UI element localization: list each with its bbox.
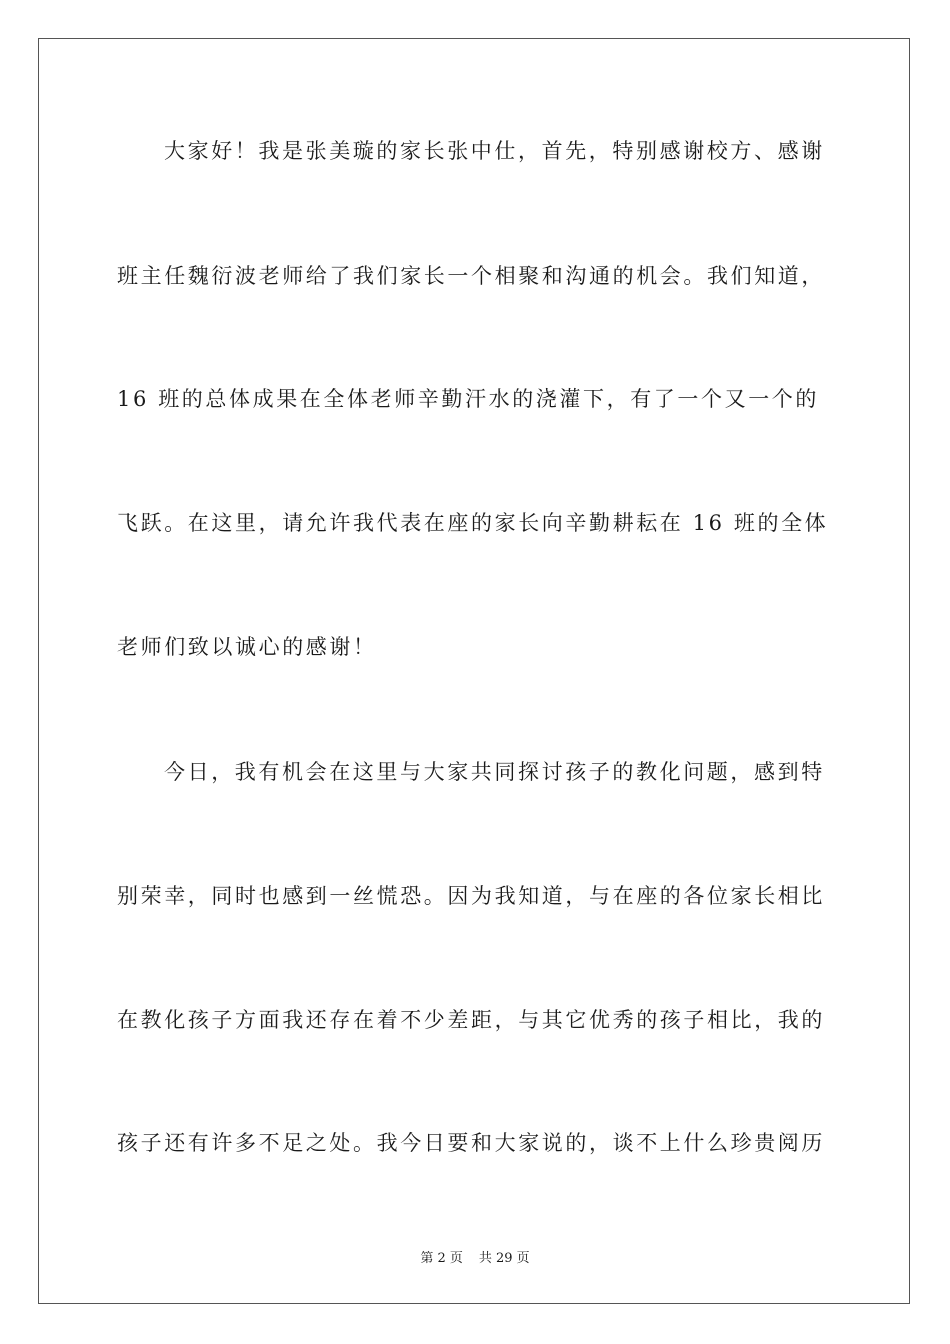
- paragraph-1-line-5: 老师们致以诚心的感谢！: [117, 635, 377, 659]
- paragraph-1-line-3: 16 班的总体成果在全体老师辛勤汗水的浇灌下，有了一个又一个的: [117, 387, 819, 411]
- page-footer: [0, 1247, 950, 1266]
- paragraph-1-line-1: 大家好！我是张美璇的家长张中仕，首先，特别感谢校方、感谢: [164, 139, 825, 163]
- paragraph-2-line-2: 别荣幸，同时也感到一丝慌恐。因为我知道，与在座的各位家长相比: [117, 884, 825, 908]
- paragraph-2-line-3: 在教化孩子方面我还存在着不少差距，与其它优秀的孩子相比，我的: [117, 1008, 825, 1032]
- paragraph-2-line-4: 孩子还有许多不足之处。我今日要和大家说的，谈不上什么珍贵阅历: [117, 1131, 825, 1155]
- page-border: [38, 38, 910, 1304]
- paragraph-1-line-2: 班主任魏衍波老师给了我们家长一个相聚和沟通的机会。我们知道，: [117, 264, 825, 288]
- page-total: 共 29 页: [478, 1251, 530, 1266]
- page-number: 第 2 页: [420, 1251, 463, 1266]
- paragraph-2-line-1: 今日，我有机会在这里与大家共同探讨孩子的教化问题，感到特: [164, 760, 825, 784]
- paragraph-1-line-4: 飞跃。在这里，请允许我代表在座的家长向辛勤耕耘在 16 班的全体: [117, 511, 829, 535]
